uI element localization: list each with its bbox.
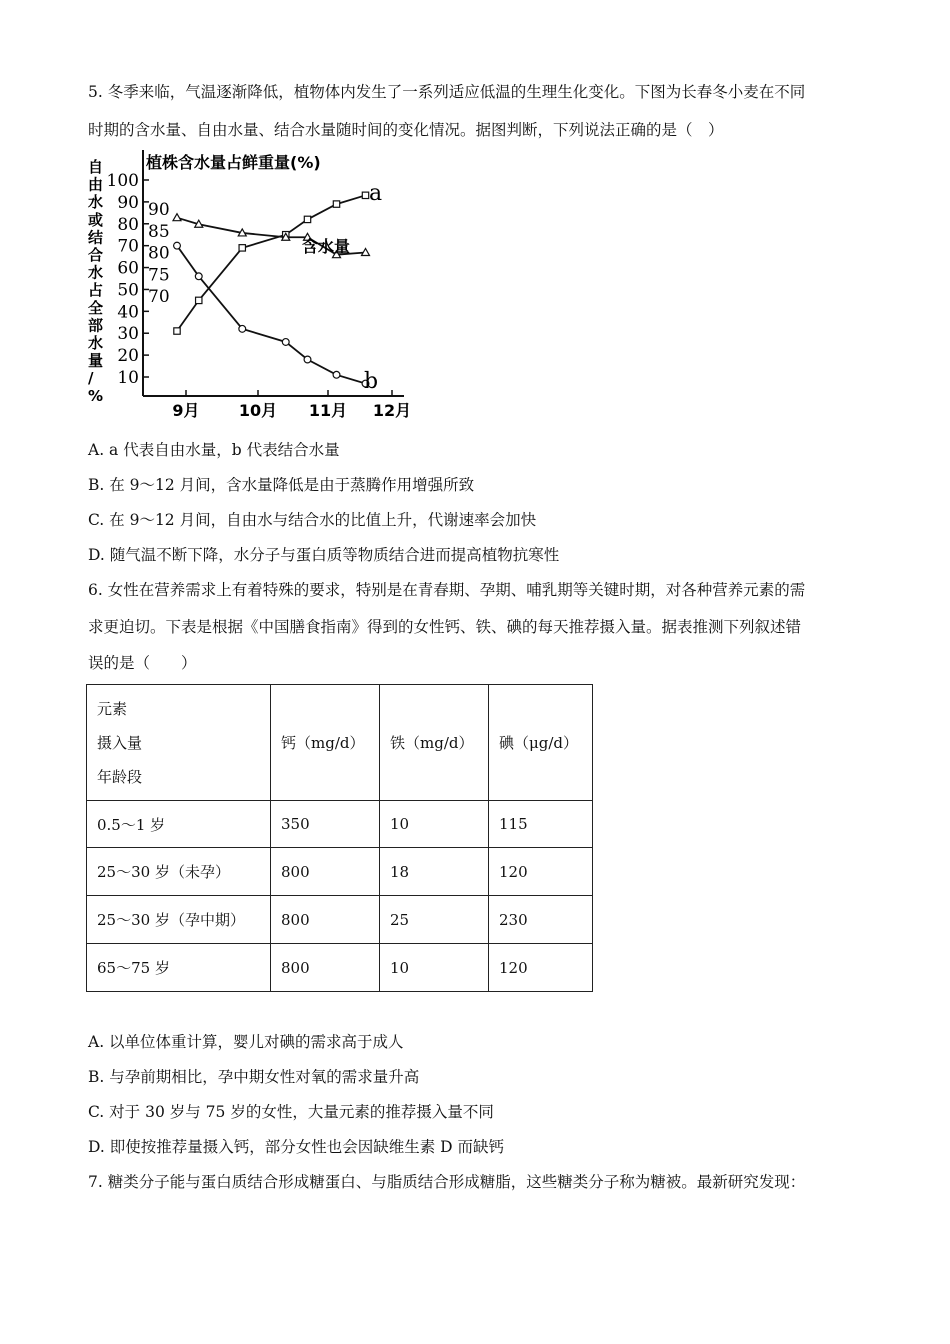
data-point-b — [174, 242, 181, 249]
inner-y-tick-label: 90 — [148, 200, 170, 220]
col-header-calcium: 钙（mg/d） — [271, 685, 380, 801]
col-header-iodine: 碘（μg/d） — [489, 685, 593, 801]
data-point-a — [174, 328, 180, 334]
table-corner-header — [87, 685, 271, 801]
cell-calcium: 800 — [271, 896, 380, 944]
data-point-b — [239, 325, 246, 332]
q6-option-a: A. 以单位体重计算，婴儿对碘的需求高于成人 — [88, 1033, 404, 1051]
cell-calcium: 350 — [271, 801, 380, 848]
data-point-a — [362, 192, 368, 198]
q5-option-a: A. a 代表自由水量，b 代表结合水量 — [88, 441, 340, 459]
q6-stem-line-2: 求更迫切。下表是根据《中国膳食指南》得到的女性钙、铁、碘的每天推荐摄入量。据表推测下列叙述错 — [88, 618, 802, 636]
data-point-a — [333, 201, 339, 207]
q5-option-c: C. 在 9～12 月间，自由水与结合水的比值上升，代谢速率会加快 — [88, 511, 537, 529]
y-tick-label: 30 — [117, 324, 139, 345]
q6-option-d: D. 即使按推荐量摄入钙，部分女性也会因缺维生素 D 而缺钙 — [88, 1138, 505, 1156]
x-tick-label: 10月 — [238, 401, 278, 420]
cell-iron: 10 — [380, 944, 489, 992]
cell-calcium: 800 — [271, 848, 380, 896]
data-point-b — [333, 371, 340, 378]
header-line-intake: 摄入量 — [97, 733, 143, 752]
y-tick-label: 80 — [117, 214, 139, 235]
cell-age: 25～30 岁（孕中期） — [87, 896, 271, 944]
table-header-row — [87, 685, 593, 801]
y-axis-label-text: 自由水或结合水占全部水量/ % — [88, 158, 104, 405]
water-content-chart — [86, 148, 412, 422]
water-content-label: 含水量 — [302, 237, 351, 256]
cell-iron: 25 — [380, 896, 489, 944]
q6-option-c: C. 对于 30 岁与 75 岁的女性，大量元素的推荐摄入量不同 — [88, 1103, 494, 1121]
data-point-a — [304, 216, 310, 222]
y-axis-label — [88, 158, 103, 405]
x-tick-label: 9月 — [172, 401, 200, 420]
table-row — [87, 801, 593, 848]
data-point-a — [196, 297, 202, 303]
chart-title: 植株含水量占鲜重量(%) — [146, 153, 321, 172]
inner-y-tick-label: 75 — [148, 265, 170, 286]
cell-age: 25～30 岁（未孕） — [87, 848, 271, 896]
data-point-b — [282, 339, 289, 346]
q5-stem-line-2: 时期的含水量、自由水量、结合水量随时间的变化情况。据图判断，下列说法正确的是（ ） — [88, 121, 724, 139]
q6-stem-line-3: 误的是（ ） — [88, 654, 197, 672]
cell-age: 65～75 岁 — [87, 944, 271, 992]
cell-iodine: 115 — [489, 801, 593, 848]
cell-calcium: 800 — [271, 944, 380, 992]
series-a-label: a — [369, 181, 383, 206]
y-tick-label: 10 — [117, 368, 139, 388]
q7-stem-line-1: 7. 糖类分子能与蛋白质结合形成糖蛋白、与脂质结合形成糖脂，这些糖类分子称为糖被。最新研究发现： — [88, 1173, 806, 1191]
x-tick-label: 11月 — [308, 401, 348, 420]
data-point-b — [304, 356, 311, 363]
intake-table — [86, 684, 593, 992]
y-tick-label: 40 — [117, 302, 139, 323]
y-tick-label: 20 — [117, 346, 139, 367]
y-tick-label: 50 — [117, 280, 139, 301]
series-b-label: b — [364, 369, 379, 394]
q5-option-d: D. 随气温不断下降，水分子与蛋白质等物质结合进而提高植物抗寒性 — [88, 546, 560, 564]
data-point-a — [239, 245, 245, 251]
header-line-element: 元素 — [97, 699, 128, 718]
table-row — [87, 848, 593, 896]
y-tick-label: 90 — [117, 192, 139, 213]
data-point-water — [173, 214, 181, 221]
cell-iodine: 120 — [489, 848, 593, 896]
table-row — [87, 896, 593, 944]
header-line-age: 年龄段 — [97, 767, 143, 786]
inner-y-tick-label: 85 — [148, 221, 170, 242]
data-point-b — [195, 273, 202, 280]
q5-option-b: B. 在 9～12 月间，含水量降低是由于蒸腾作用增强所致 — [88, 476, 475, 494]
q6-stem-line-1: 6. 女性在营养需求上有着特殊的要求，特别是在青春期、孕期、哺乳期等关键时期，对各种营养元素的需 — [88, 581, 806, 599]
series-line-b — [177, 246, 366, 384]
q6-option-b: B. 与孕前期相比，孕中期女性对氧的需求量升高 — [88, 1068, 420, 1086]
series-line-a — [177, 195, 366, 331]
table-row — [87, 944, 593, 992]
inner-y-tick-label: 80 — [148, 243, 170, 264]
cell-iron: 18 — [380, 848, 489, 896]
inner-y-tick-label: 70 — [148, 287, 170, 307]
cell-age: 0.5～1 岁 — [87, 801, 271, 848]
cell-iodine: 230 — [489, 896, 593, 944]
cell-iodine: 120 — [489, 944, 593, 992]
x-tick-label: 12月 — [372, 401, 412, 420]
q5-stem-line-1: 5. 冬季来临，气温逐渐降低，植物体内发生了一系列适应低温的生理生化变化。下图为长春冬小麦在不同 — [88, 83, 806, 101]
y-tick-label: 60 — [117, 258, 139, 279]
y-tick-label: 70 — [117, 236, 139, 257]
y-tick-label: 100 — [106, 171, 139, 191]
cell-iron: 10 — [380, 801, 489, 848]
col-header-iron: 铁（mg/d） — [380, 685, 489, 801]
